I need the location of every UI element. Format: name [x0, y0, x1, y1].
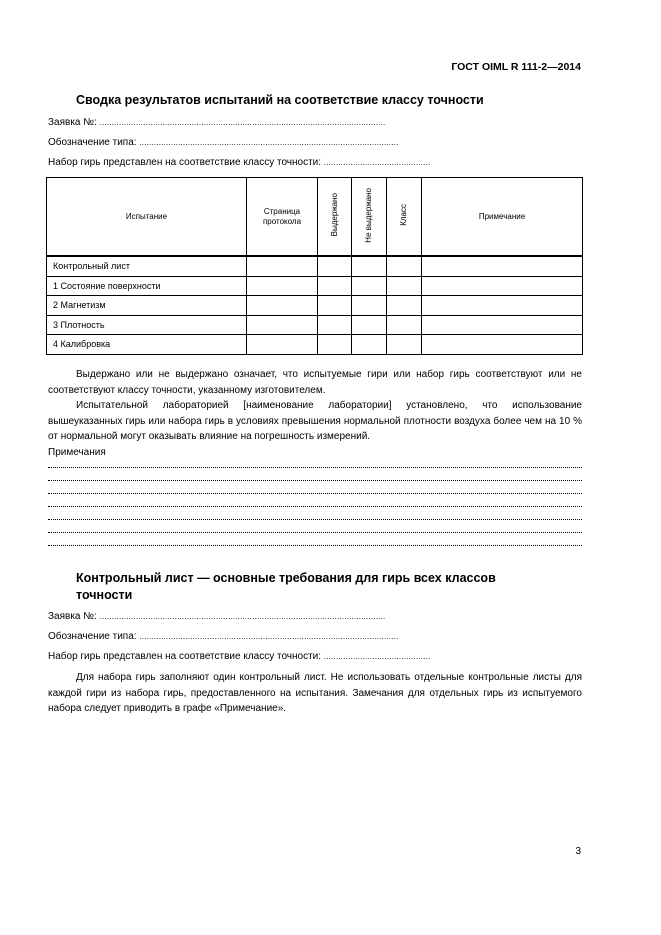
row-test-name: 3 Плотность	[47, 315, 247, 335]
field-dots: ............................................	[323, 652, 431, 661]
row-cell[interactable]	[422, 335, 583, 355]
document-code: ГОСТ OIML R 111-2—2014	[451, 61, 581, 73]
header-failed: Не выдержано	[352, 178, 387, 257]
row-cell[interactable]	[318, 335, 352, 355]
checklist-paragraph	[48, 670, 582, 717]
row-cell[interactable]	[387, 315, 422, 335]
row-cell[interactable]	[247, 335, 318, 355]
note-line[interactable]	[48, 476, 582, 481]
header-class: Класс	[387, 178, 422, 257]
row-cell[interactable]	[318, 256, 352, 276]
table-header-row	[47, 178, 583, 257]
field-dots: ...........................................................................................................	[139, 138, 399, 147]
field-dots: ......................................................................................................................	[99, 118, 386, 127]
checklist-application-number-field	[48, 611, 385, 622]
header-passed: Выдержано	[318, 178, 352, 257]
row-cell[interactable]	[247, 256, 318, 276]
row-cell[interactable]	[318, 276, 352, 296]
checklist-title: Контрольный лист — основные требования для гирь всех классов точности	[76, 571, 496, 602]
field-label: Набор гирь представлен на соответствие классу точности:	[48, 651, 322, 662]
row-test-name: 4 Калибровка	[47, 335, 247, 355]
row-cell[interactable]	[247, 276, 318, 296]
field-label: Набор гирь представлен на соответствие классу точности:	[48, 157, 322, 168]
row-cell[interactable]	[387, 276, 422, 296]
row-cell[interactable]	[387, 335, 422, 355]
field-label: Обозначение типа:	[48, 137, 137, 148]
field-label: Заявка №:	[48, 117, 97, 128]
table-row	[47, 296, 583, 316]
table-row	[47, 276, 583, 296]
table-row	[47, 315, 583, 335]
row-test-name: 2 Магнетизм	[47, 296, 247, 316]
row-cell[interactable]	[318, 296, 352, 316]
table-row	[47, 256, 583, 276]
row-cell[interactable]	[387, 256, 422, 276]
note-line[interactable]	[48, 541, 582, 546]
explanation-paragraph: Выдержано или не выдержано означает, что испытуемые гири или набор гирь соответствуют или не соответствуют классу точности, указанному изготовителем.	[48, 369, 582, 396]
checklist-instructions: Для набора гирь заполняют один контрольный лист. Не использовать отдельные контрольные листы для каждой гири из набора гирь, предоставленного на испытания. Замечания для отдельных гирь из испытуемого набора следует приводить в графе «Примечание».	[48, 672, 582, 714]
header-page: Страница протокола	[247, 178, 318, 257]
row-cell[interactable]	[387, 296, 422, 316]
field-label: Заявка №:	[48, 611, 97, 622]
row-test-name: Контрольный лист	[47, 256, 247, 276]
row-test-name: 1 Состояние поверхности	[47, 276, 247, 296]
row-cell[interactable]	[422, 315, 583, 335]
checklist-type-designation-field	[48, 631, 399, 642]
summary-title: Сводка результатов испытаний на соответствие классу точности	[76, 93, 484, 107]
explanation-paragraphs	[48, 367, 582, 445]
checklist-accuracy-class-field	[48, 651, 430, 662]
row-cell[interactable]	[247, 315, 318, 335]
header-test: Испытание	[47, 178, 247, 257]
row-cell[interactable]	[352, 296, 387, 316]
laboratory-paragraph: Испытательной лабораторией [наименование лаборатории] установлено, что использование вышеуказанных гирь или набора гирь в условиях превышения нормальной плотности воздуха более чем на 10 % от нормальной могут оказывать влияние на погрешность измерений.	[48, 400, 582, 442]
note-line[interactable]	[48, 515, 582, 520]
application-number-field	[48, 117, 385, 128]
note-line[interactable]	[48, 528, 582, 533]
row-cell[interactable]	[318, 315, 352, 335]
row-cell[interactable]	[352, 315, 387, 335]
notes-title: Примечания	[48, 447, 106, 458]
field-label: Обозначение типа:	[48, 631, 137, 642]
row-cell[interactable]	[352, 335, 387, 355]
accuracy-class-field	[48, 157, 430, 168]
note-line[interactable]	[48, 489, 582, 494]
row-cell[interactable]	[352, 256, 387, 276]
header-remarks: Примечание	[422, 178, 583, 257]
table-row	[47, 335, 583, 355]
page-number: 3	[575, 846, 581, 857]
results-table	[46, 177, 583, 355]
row-cell[interactable]	[422, 296, 583, 316]
field-dots: ............................................	[323, 158, 431, 167]
field-dots: ......................................................................................................................	[99, 612, 386, 621]
row-cell[interactable]	[422, 276, 583, 296]
note-line[interactable]	[48, 502, 582, 507]
row-cell[interactable]	[247, 296, 318, 316]
row-cell[interactable]	[352, 276, 387, 296]
row-cell[interactable]	[422, 256, 583, 276]
field-dots: ...........................................................................................................	[139, 632, 399, 641]
type-designation-field	[48, 137, 399, 148]
note-line[interactable]	[48, 463, 582, 468]
